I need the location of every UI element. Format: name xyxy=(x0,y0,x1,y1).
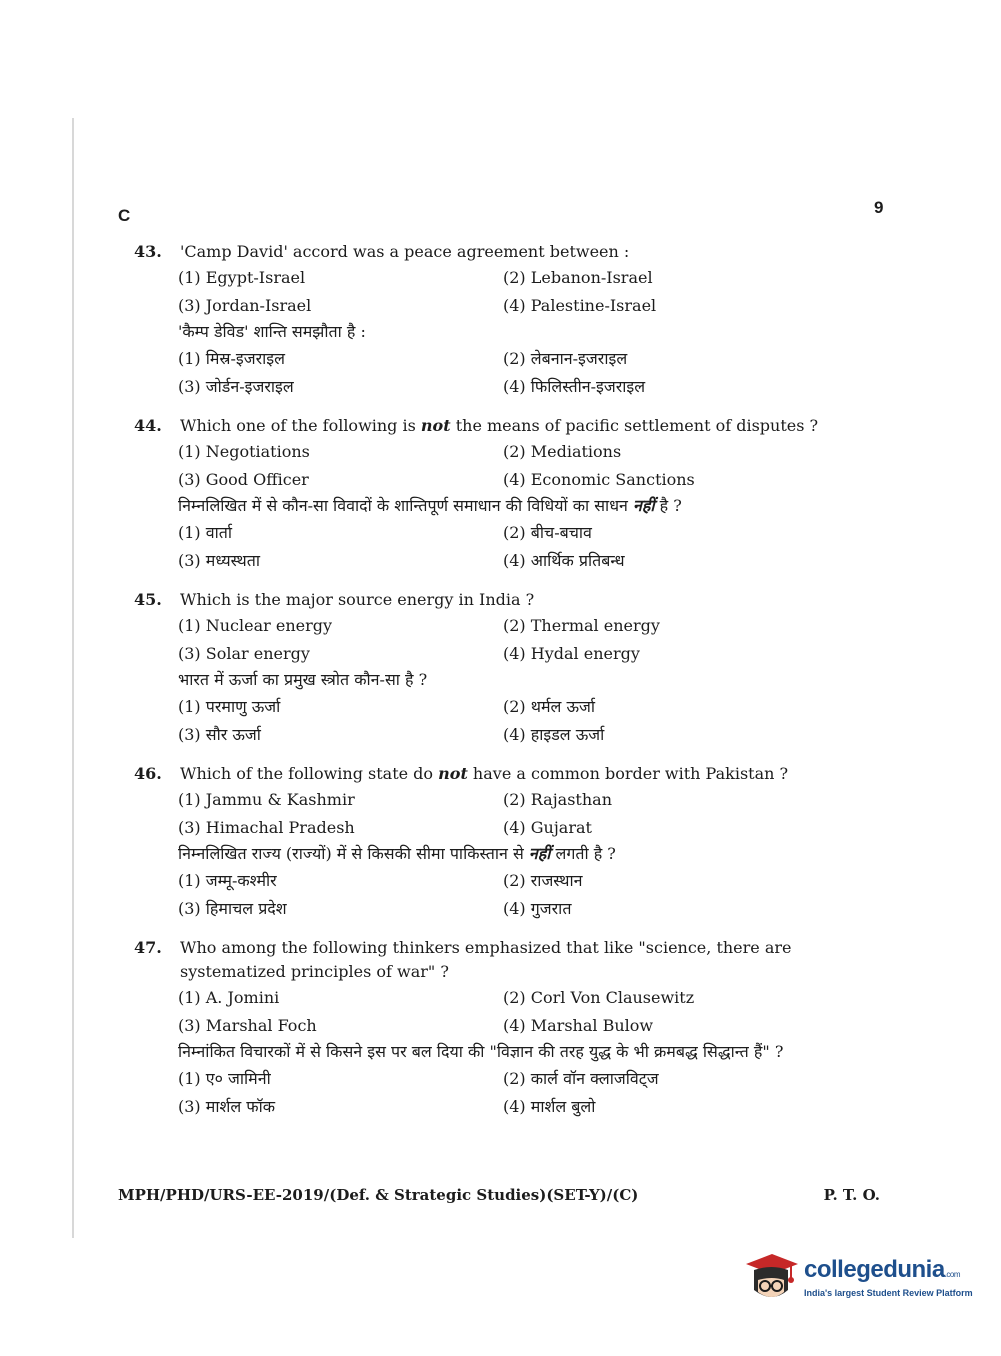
question-stem xyxy=(134,414,876,438)
option-hi-2: (2) कार्ल वॉन क्लाजविट्ज xyxy=(503,1069,659,1088)
option-en-4: (4) Gujarat xyxy=(503,817,592,837)
option-en-3: (3) Marshal Foch xyxy=(178,1015,317,1035)
question-stem xyxy=(134,762,876,786)
options-row xyxy=(134,345,876,373)
question-text-en xyxy=(180,762,876,786)
option-hi-2: (2) राजस्थान xyxy=(503,871,583,890)
question-number: 45. xyxy=(134,590,162,609)
text-part: Which of the following state do xyxy=(180,764,439,783)
set-letter: C xyxy=(118,206,131,225)
options-row xyxy=(134,466,876,494)
options-row xyxy=(134,814,876,842)
text-part: the means of pacific settlement of disputes ? xyxy=(450,416,819,435)
emphasis-nahin: नहीं xyxy=(528,844,551,863)
page-number: 9 xyxy=(874,198,884,217)
options-row xyxy=(134,373,876,401)
mascot-icon xyxy=(742,1250,800,1308)
option-hi-3: (3) सौर ऊर्जा xyxy=(178,724,261,744)
option-en-3: (3) Jordan-Israel xyxy=(178,295,312,315)
option-en-1: (1) Nuclear energy xyxy=(178,616,333,635)
option-en-3: (3) Solar energy xyxy=(178,643,310,663)
emphasis-not: not xyxy=(420,416,451,435)
option-hi-2: (2) थर्मल ऊर्जा xyxy=(503,697,596,716)
option-hi-2: (2) लेबनान-इजराइल xyxy=(503,349,628,368)
question-text-hi: निम्नांकित विचारकों में से किसने इस पर बल दिया की "विज्ञान की तरह युद्ध के भी क्रमबद्ध सिद्धान्त हैं" ? xyxy=(178,1042,784,1061)
options-row xyxy=(134,895,876,923)
question-text-hi: भारत में ऊर्जा का प्रमुख स्त्रोत कौन-सा है ? xyxy=(178,670,428,689)
option-en-1: (1) Egypt-Israel xyxy=(178,268,306,287)
options-row xyxy=(134,693,876,721)
option-hi-4: (4) गुजरात xyxy=(503,898,572,918)
brand-name xyxy=(804,1256,960,1284)
option-en-3: (3) Good Officer xyxy=(178,469,309,489)
option-en-1: (1) Jammu & Kashmir xyxy=(178,790,355,809)
option-en-2: (2) Lebanon-Israel xyxy=(503,268,653,287)
options-row xyxy=(134,786,876,814)
option-en-4: (4) Hydal energy xyxy=(503,643,640,663)
emphasis-not: not xyxy=(438,764,468,783)
question-text-hi xyxy=(134,841,876,867)
collegedunia-watermark xyxy=(742,1250,972,1310)
option-hi-2: (2) बीच-बचाव xyxy=(503,523,592,542)
option-hi-3: (3) मार्शल फॉक xyxy=(178,1096,276,1116)
question-45 xyxy=(134,588,876,748)
option-hi-3: (3) हिमाचल प्रदेश xyxy=(178,898,287,918)
option-en-1: (1) A. Jomini xyxy=(178,988,280,1007)
option-hi-1: (1) मिस्र-इजराइल xyxy=(178,349,285,368)
question-text-en xyxy=(180,414,876,438)
options-row xyxy=(134,519,876,547)
option-hi-3: (3) मध्यस्थता xyxy=(178,550,261,570)
option-hi-4: (4) हाइडल ऊर्जा xyxy=(503,724,605,744)
option-en-4: (4) Economic Sanctions xyxy=(503,469,695,489)
text-part: निम्नलिखित राज्य (राज्यों) में से किसकी सीमा पाकिस्तान से xyxy=(178,844,529,863)
option-hi-1: (1) ए० जामिनी xyxy=(178,1069,271,1088)
question-text-hi: 'कैम्प डेविड' शान्ति समझौता है : xyxy=(178,322,366,341)
options-row xyxy=(134,867,876,895)
pto-label: P. T. O. xyxy=(823,1186,880,1204)
brand-tagline: India's largest Student Review Platform xyxy=(804,1288,973,1298)
options-row xyxy=(134,292,876,320)
question-number: 44. xyxy=(134,416,162,435)
option-en-3: (3) Himachal Pradesh xyxy=(178,817,355,837)
options-row xyxy=(134,1065,876,1093)
option-hi-1: (1) जम्मू-कश्मीर xyxy=(178,871,277,890)
question-44 xyxy=(134,414,876,574)
option-hi-3: (3) जोर्डन-इजराइल xyxy=(178,376,294,396)
options-row xyxy=(134,264,876,292)
question-text-hi xyxy=(134,493,876,519)
options-row xyxy=(134,612,876,640)
option-en-2: (2) Thermal energy xyxy=(503,616,660,635)
question-47 xyxy=(134,936,876,1120)
page-footer xyxy=(118,1186,880,1204)
option-en-1: (1) Negotiations xyxy=(178,442,310,461)
paper-code: MPH/PHD/URS-EE-2019/(Def. & Strategic Studies)(SET-Y)/(C) xyxy=(118,1186,639,1204)
emphasis-nahin: नहीं xyxy=(633,496,655,515)
option-hi-4: (4) आर्थिक प्रतिबन्ध xyxy=(503,550,625,570)
question-stem xyxy=(134,240,876,264)
option-en-4: (4) Marshal Bulow xyxy=(503,1015,654,1035)
option-en-2: (2) Rajasthan xyxy=(503,790,612,809)
question-stem xyxy=(134,936,876,984)
brand-suffix: .com xyxy=(944,1270,961,1279)
question-46 xyxy=(134,762,876,922)
options-row xyxy=(134,1093,876,1121)
question-list xyxy=(134,240,876,1120)
option-hi-4: (4) मार्शल बुलो xyxy=(503,1096,596,1116)
question-stem xyxy=(134,588,876,612)
option-en-4: (4) Palestine-Israel xyxy=(503,295,657,315)
question-number: 47. xyxy=(134,938,162,957)
option-hi-1: (1) वार्ता xyxy=(178,523,233,542)
options-row xyxy=(134,984,876,1012)
brand-text: collegedunia xyxy=(804,1256,945,1283)
text-part: have a common border with Pakistan ? xyxy=(467,764,789,783)
text-part: है ? xyxy=(654,496,682,515)
question-text-en: 'Camp David' accord was a peace agreement between : xyxy=(180,242,630,261)
option-en-2: (2) Corl Von Clausewitz xyxy=(503,988,695,1007)
question-number: 46. xyxy=(134,764,162,783)
question-number: 43. xyxy=(134,242,162,261)
text-part: Which one of the following is xyxy=(180,416,421,435)
options-row xyxy=(134,640,876,668)
question-text-en: Which is the major source energy in India ? xyxy=(180,590,535,609)
options-row xyxy=(134,1012,876,1040)
option-hi-1: (1) परमाणु ऊर्जा xyxy=(178,697,281,716)
question-43 xyxy=(134,240,876,400)
option-hi-4: (4) फिलिस्तीन-इजराइल xyxy=(503,376,646,396)
question-text-en: Who among the following thinkers emphasized that like "science, there are systematized principles of war" ? xyxy=(180,938,792,981)
options-row xyxy=(134,438,876,466)
text-part: लगती है ? xyxy=(550,844,616,863)
option-en-2: (2) Mediations xyxy=(503,442,622,461)
options-row xyxy=(134,547,876,575)
options-row xyxy=(134,721,876,749)
margin-line xyxy=(72,118,74,1238)
text-part: निम्नलिखित में से कौन-सा विवादों के शान्तिपूर्ण समाधान की विधियों का साधन xyxy=(178,496,633,515)
